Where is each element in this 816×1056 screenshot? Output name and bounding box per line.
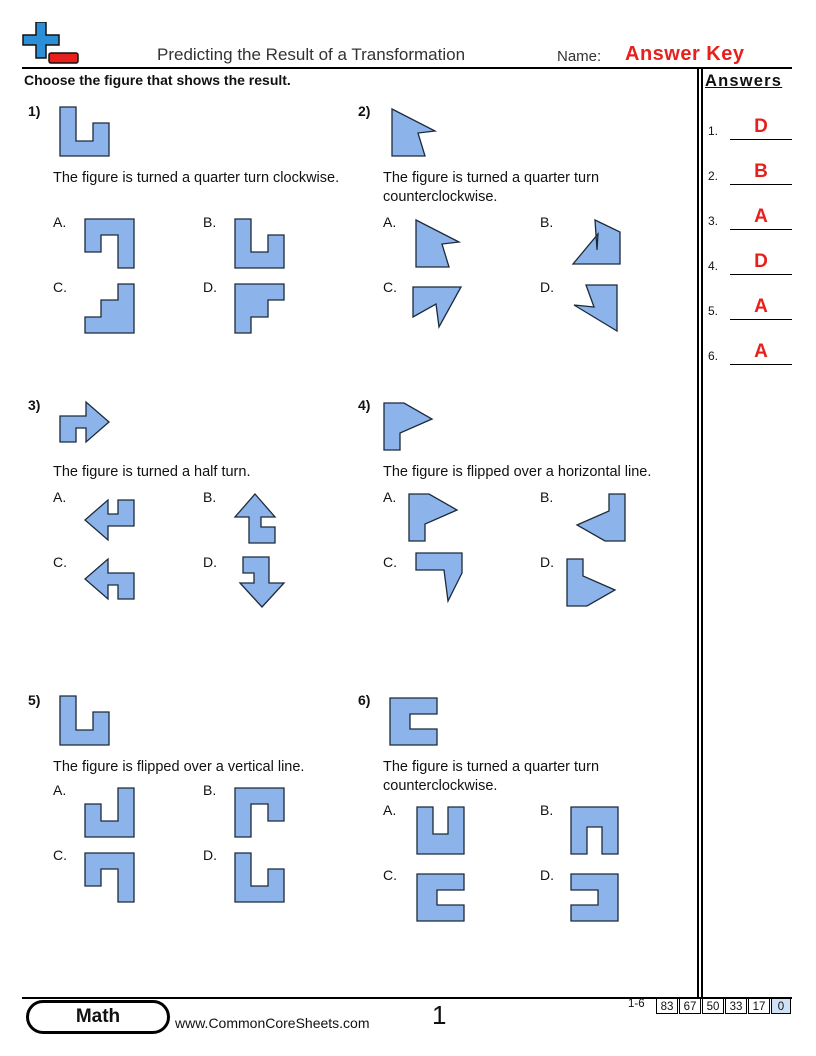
option-d-label: D.	[540, 867, 554, 883]
instruction: Choose the figure that shows the result.	[24, 72, 291, 88]
option-a-figure	[417, 807, 467, 857]
problem-text: The figure is turned a quarter turn clockwise.	[53, 170, 340, 186]
option-c-figure	[85, 559, 135, 601]
option-c-figure	[413, 287, 463, 329]
option-d-label: D.	[203, 279, 217, 295]
score-box: 33	[725, 998, 747, 1014]
answer-number: 6.	[708, 349, 719, 363]
option-b-figure	[235, 494, 277, 544]
option-a-figure	[85, 500, 135, 542]
option-b-label: B.	[540, 802, 554, 818]
header-rule	[22, 67, 792, 69]
worksheet-title: Predicting the Result of a Transformation	[157, 45, 466, 64]
subject-badge: Math	[26, 1000, 170, 1034]
option-a-label: A.	[53, 489, 67, 505]
option-d-figure	[574, 285, 619, 333]
name-label: Name:	[557, 48, 602, 65]
option-b-label: B.	[540, 214, 554, 230]
answer-value: D	[754, 251, 768, 272]
option-c-label: C.	[53, 847, 67, 863]
option-a-figure	[85, 788, 135, 838]
option-d-figure	[235, 284, 285, 334]
option-c-figure	[416, 553, 464, 603]
option-b-figure	[235, 788, 285, 838]
option-c-label: C.	[383, 554, 397, 570]
answers-divider-inner	[701, 68, 703, 998]
option-a-label: A.	[383, 802, 397, 818]
answer-value: A	[754, 341, 768, 362]
score-box: 83	[656, 998, 678, 1014]
option-a-figure	[409, 494, 459, 542]
option-b-label: B.	[203, 214, 217, 230]
answer-number: 4.	[708, 259, 719, 273]
answer-line	[730, 274, 792, 275]
option-b-figure	[577, 494, 627, 542]
option-d-label: D.	[540, 279, 554, 295]
score-box: 67	[679, 998, 701, 1014]
figure-l-shape	[60, 696, 110, 746]
option-a-label: A.	[383, 489, 397, 505]
problem-number: 4)	[358, 397, 371, 413]
plus-minus-logo-icon	[22, 22, 80, 68]
score-box: 17	[748, 998, 770, 1014]
option-d-figure	[238, 557, 286, 609]
answer-number: 3.	[708, 214, 719, 228]
problem-number: 5)	[28, 692, 41, 708]
answer-line	[730, 139, 792, 140]
problem-text: The figure is turned a quarter turn counterclockwise.	[383, 170, 600, 205]
option-d-label: D.	[203, 847, 217, 863]
option-c-figure	[85, 853, 135, 903]
answer-row	[708, 245, 794, 275]
option-a-label: A.	[53, 214, 67, 230]
option-d-figure	[235, 853, 285, 903]
option-c-label: C.	[383, 279, 397, 295]
option-d-figure	[567, 559, 617, 607]
problem-text: The figure is flipped over a vertical line.	[53, 759, 305, 775]
problem-number: 1)	[28, 103, 41, 119]
problem-number: 2)	[358, 103, 371, 119]
option-b-figure	[573, 220, 621, 265]
option-b-figure	[571, 807, 621, 857]
problem-number: 6)	[358, 692, 371, 708]
option-a-label: A.	[53, 782, 67, 798]
score-box: 0	[771, 998, 791, 1014]
page-number: 1	[432, 1000, 447, 1030]
figure-arrowhead	[392, 109, 437, 157]
figure-c-shape	[390, 698, 440, 748]
figure-arrow-right	[60, 402, 110, 444]
figure-flag	[384, 403, 434, 451]
answer-row	[708, 335, 794, 365]
answer-row	[708, 110, 794, 140]
option-b-label: B.	[540, 489, 554, 505]
answer-line	[730, 184, 792, 185]
score-range: 1-6	[628, 998, 645, 1010]
answer-value: A	[754, 206, 768, 227]
answer-value: A	[754, 296, 768, 317]
option-a-figure	[416, 220, 461, 268]
option-d-label: D.	[203, 554, 217, 570]
option-b-figure	[235, 219, 285, 269]
answer-row	[708, 155, 794, 185]
problem-text: The figure is flipped over a horizontal line.	[383, 464, 652, 480]
option-c-label: C.	[383, 867, 397, 883]
option-c-label: C.	[53, 279, 67, 295]
option-b-label: B.	[203, 782, 217, 798]
site-url: www.CommonCoreSheets.com	[175, 1015, 370, 1031]
option-c-figure	[85, 284, 135, 334]
score-box: 50	[702, 998, 724, 1014]
figure-l-shape	[60, 107, 110, 157]
answer-value: B	[754, 161, 768, 182]
option-d-figure	[571, 874, 621, 924]
problem-number: 3)	[28, 397, 41, 413]
answer-value: D	[754, 116, 768, 137]
option-a-label: A.	[383, 214, 397, 230]
answer-number: 5.	[708, 304, 719, 318]
answer-line	[730, 319, 792, 320]
answers-divider	[697, 68, 699, 998]
answer-number: 2.	[708, 169, 719, 183]
option-d-label: D.	[540, 554, 554, 570]
problem-text: The figure is turned a quarter turn counterclockwise.	[383, 759, 600, 794]
answer-number: 1.	[708, 124, 719, 138]
answers-title: Answers	[705, 72, 783, 90]
option-c-label: C.	[53, 554, 67, 570]
option-c-figure	[417, 874, 467, 924]
answer-line	[730, 364, 792, 365]
problem-text: The figure is turned a half turn.	[53, 464, 251, 480]
answer-key-label: Answer Key	[625, 43, 745, 65]
option-b-label: B.	[203, 489, 217, 505]
answer-line	[730, 229, 792, 230]
answer-row	[708, 290, 794, 320]
option-a-figure	[85, 219, 135, 269]
answer-row	[708, 200, 794, 230]
